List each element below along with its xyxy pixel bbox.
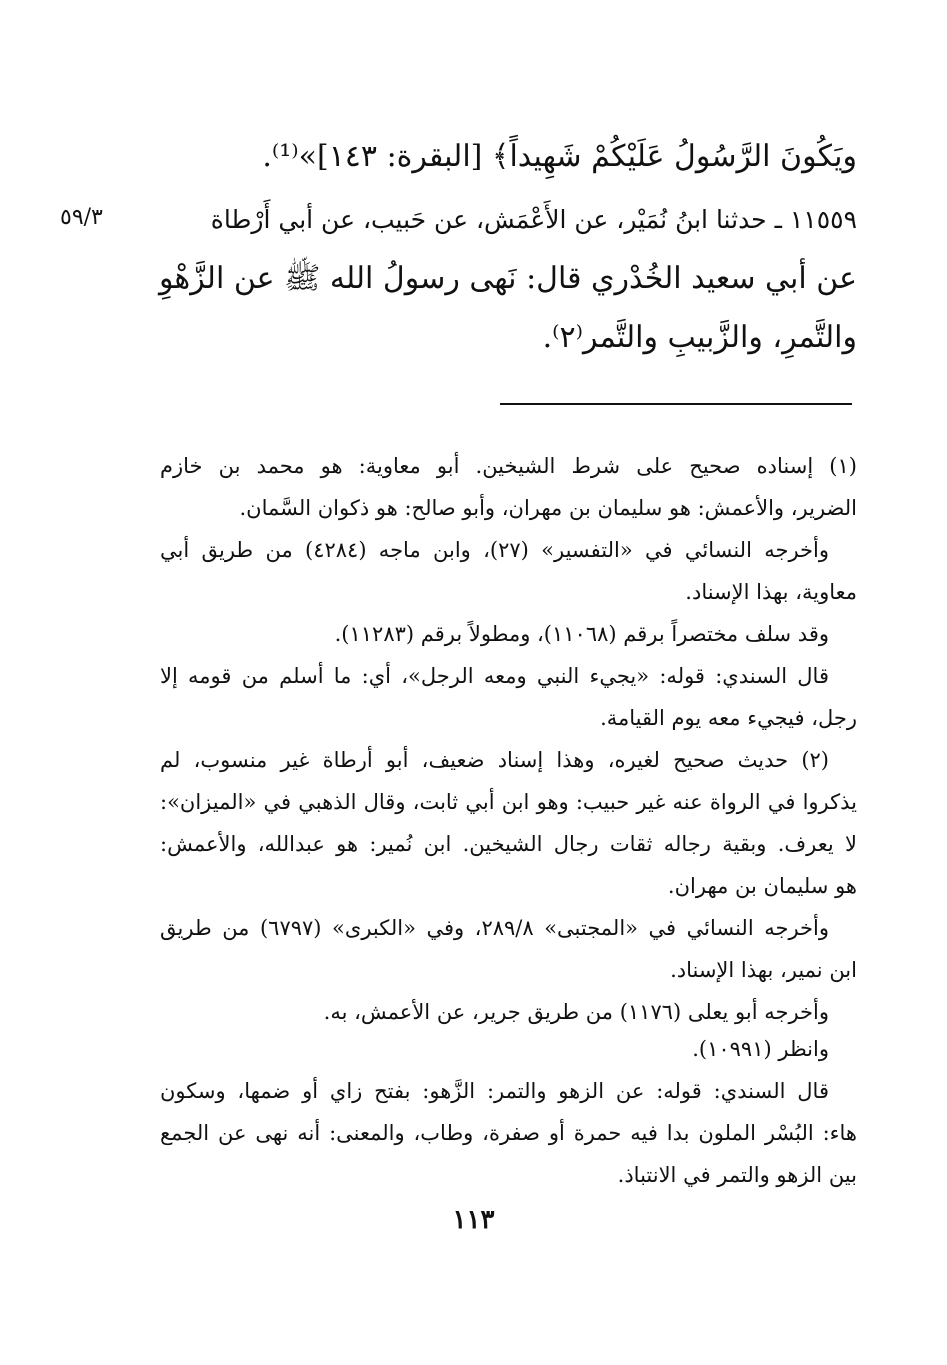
footnote-line: وأخرجه النسائي في «التفسير» (٢٧)، وابن ماجه (٤٢٨٤) من طريق أبي [160, 538, 829, 562]
footnote-line: هو سليمان بن مهران. [667, 874, 857, 898]
hadith-line-3: والتَّمرِ، والزَّبيبِ والتَّمر⁽٢⁾. [542, 320, 857, 355]
footnote-line: (٢) حديث صحيح لغيره، وهذا إسناد ضعيف، أبو أرطاة غير منسوب، لم [160, 748, 829, 772]
footnote-line: بين الزهو والتمر في الانتباذ. [617, 1163, 857, 1187]
footnote-line: معاوية، بهذا الإسناد. [685, 580, 857, 604]
footnote-line: ابن نمير، بهذا الإسناد. [670, 958, 857, 982]
footnote-line: قال السندي: قوله: «يجيء النبي ومعه الرجل»، أي: ما أسلم من قومه إلا [160, 664, 829, 688]
footnote-line: رجل، فيجيء معه يوم القيامة. [600, 706, 857, 730]
footnote-line: وقد سلف مختصراً برقم (١١٠٦٨)، ومطولاً برقم (١١٢٨٣). [334, 622, 829, 646]
footnote-line: وأخرجه النسائي في «المجتبى» ٢٨٩/٨، وفي «الكبرى» (٦٧٩٧) من طريق [160, 916, 829, 940]
footnote-line: هاء: البُسْر الملون بدا فيه حمرة أو صفرة، وطاب، والمعنى: أنه نهى عن الجمع [160, 1121, 857, 1145]
footnote-line: لا يعرف. وبقية رجاله ثقات رجال الشيخين. ابن نُمير: هو عبدالله، والأعمش: [160, 832, 857, 856]
hadith-line-1: ١١٥٥٩ ـ حدثنا ابنُ نُمَيْر، عن الأَعْمَش، عن حَبيب، عن أبي أَرْطاة [210, 205, 857, 234]
footnote-line: قال السندي: قوله: عن الزهو والتمر: الزَّهو: بفتح زاي أو ضمها، وسكون [160, 1079, 829, 1103]
volume-page-reference: ٥٩/٣ [60, 205, 103, 230]
footnote-line: وأخرجه أبو يعلى (١١٧٦) من طريق جرير، عن الأعمش، به. [323, 1000, 829, 1024]
verse-continuation: ويَكُونَ الرَّسُولُ عَلَيْكُمْ شَهِيداً﴾ [البقرة: ١٤٣]»⁽¹⁾. [262, 139, 857, 174]
page-number: ١١٣ [452, 1205, 495, 1235]
footnote-line: وانظر (١٠٩٩١). [692, 1037, 829, 1061]
footnote-line: الضرير، والأعمش: هو سليمان بن مهران، وأبو صالح: هو ذكوان السَّمان. [239, 496, 857, 520]
footnote-divider [500, 403, 852, 405]
footnote-line: يذكروا في الرواة عنه غير حبيب: وهو ابن أبي ثابت، وقال الذهبي في «الميزان»: [160, 790, 857, 814]
hadith-line-2: عن أبي سعيد الخُدْري قال: نَهى رسولُ الله ﷺ عن الزَّهْوِ [158, 261, 857, 296]
footnote-line: (١) إسناده صحيح على شرط الشيخين. أبو معاوية: هو محمد بن خازم [160, 454, 857, 478]
